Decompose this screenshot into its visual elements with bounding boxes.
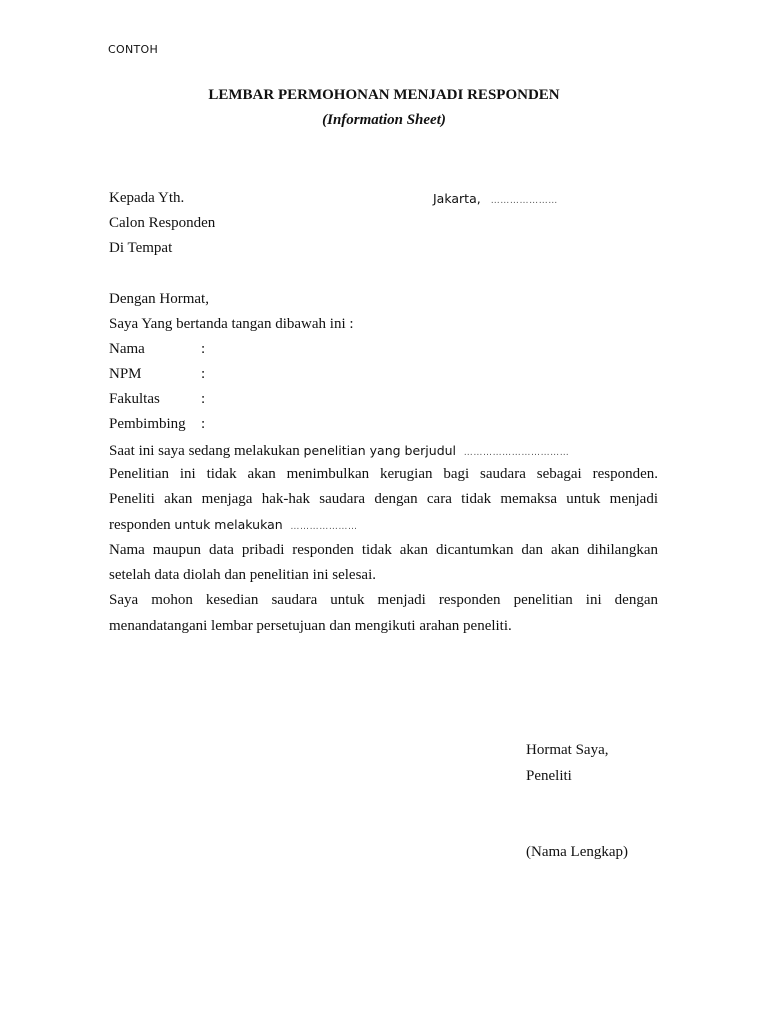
intro-line: Saya Yang bertanda tangan dibawah ini :	[109, 316, 354, 332]
city-label: Jakarta,	[433, 191, 481, 206]
address-line-3: Di Tempat	[109, 240, 173, 256]
paragraph-3-line-2: menandatangani lembar persetujuan dan mengikuti arahan peneliti.	[109, 618, 512, 634]
greeting: Dengan Hormat,	[109, 291, 209, 307]
document-title: LEMBAR PERMOHONAN MENJADI RESPONDEN	[208, 87, 560, 103]
field-nama	[109, 340, 205, 359]
paragraph-1-line-2: Peneliti akan menjaga hak-hak saudara dengan cara tidak memaksa untuk menjadi	[109, 491, 658, 507]
paragraph-1-line-3-sans: untuk melakukan	[174, 517, 283, 532]
header-tag: CONTOH	[108, 43, 159, 56]
paragraph-2-line-1: Nama maupun data pribadi responden tidak akan dicantumkan dan akan dihilangkan	[109, 542, 658, 558]
field-separator: :	[201, 366, 206, 382]
research-title-line	[109, 441, 569, 463]
field-npm	[109, 365, 205, 384]
address-line-2: Calon Responden	[109, 215, 216, 231]
paragraph-1-line-1: Penelitian ini tidak akan menimbulkan kerugian bagi saudara sebagai responden.	[109, 466, 658, 482]
research-title-placeholder: ……………………………	[463, 448, 570, 458]
paragraph-1-line-3-text: responden	[109, 517, 175, 533]
field-separator: :	[201, 341, 206, 357]
closing-regards: Hormat Saya,	[526, 742, 609, 758]
date-placeholder: …………………	[490, 196, 558, 206]
paragraph-2-line-2: setelah data diolah dan penelitian ini selesai.	[109, 567, 376, 583]
address-line-1: Kepada Yth.	[109, 190, 185, 206]
field-label: Fakultas	[109, 391, 160, 407]
place-date	[433, 190, 558, 208]
field-label: Nama	[109, 341, 145, 357]
field-pembimbing	[109, 415, 205, 434]
paragraph-1-line-3	[109, 515, 358, 537]
closing-role: Peneliti	[526, 768, 572, 784]
research-line-text: Saat ini saya sedang melakukan	[109, 443, 304, 459]
field-separator: :	[201, 391, 206, 407]
paragraph-3-line-1: Saya mohon kesedian saudara untuk menjadi responden penelitian ini dengan	[109, 592, 658, 608]
field-label: NPM	[109, 366, 142, 382]
field-separator: :	[201, 416, 206, 432]
document-subtitle: (Information Sheet)	[322, 112, 446, 128]
field-fakultas	[109, 390, 205, 409]
field-label: Pembimbing	[109, 416, 186, 432]
signature-name: (Nama Lengkap)	[526, 844, 629, 860]
research-line-text-sans: penelitian yang berjudul	[303, 443, 457, 458]
activity-placeholder: …………………	[290, 522, 358, 532]
